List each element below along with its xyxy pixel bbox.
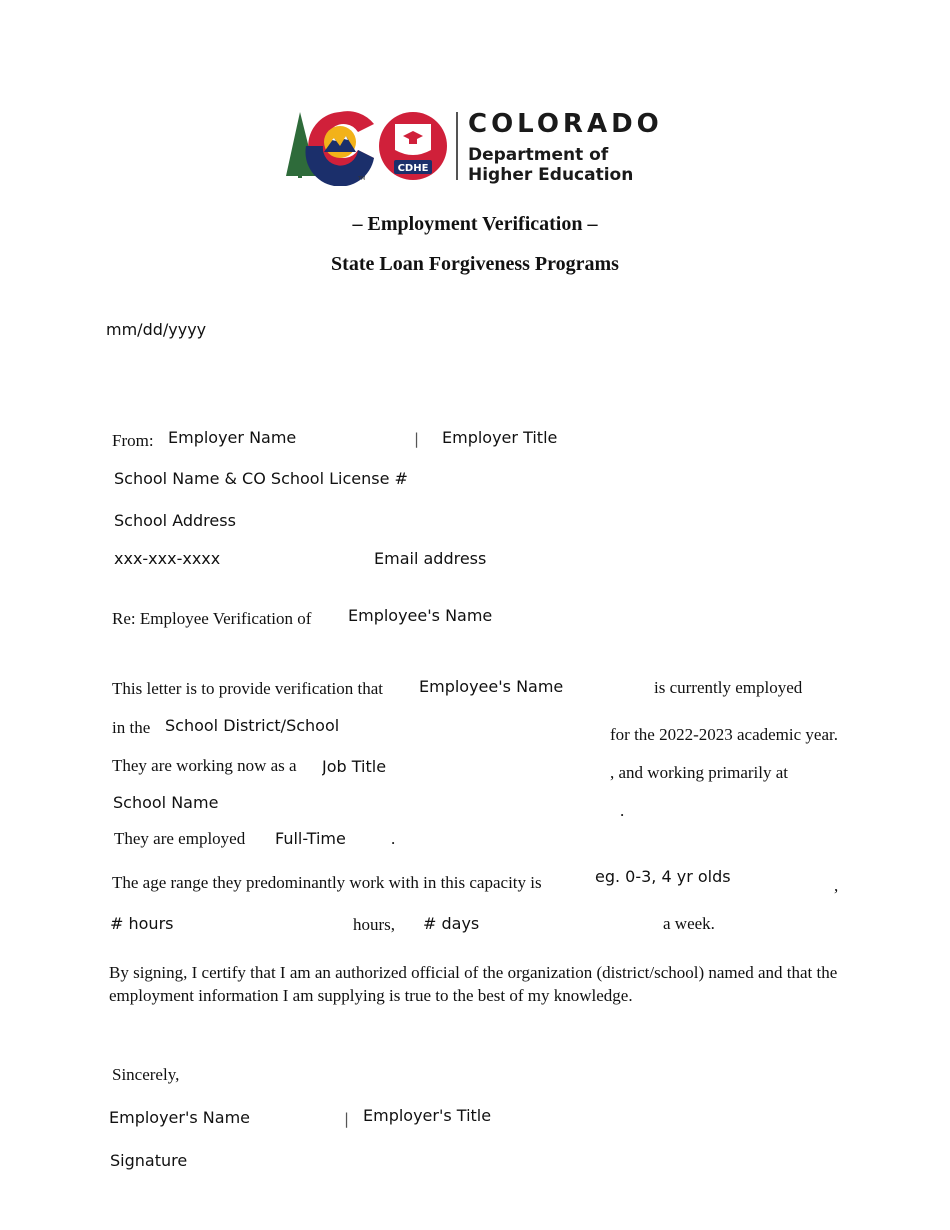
- body-line1-prefix: This letter is to provide verification that: [112, 679, 383, 698]
- district-field[interactable]: [165, 716, 585, 735]
- week-label: a week.: [663, 914, 715, 933]
- body-line5-prefix: They are employed: [114, 829, 246, 848]
- doc-subtitle: State Loan Forgiveness Programs: [331, 253, 619, 275]
- body-line2-suffix: for the 2022-2023 academic year.: [610, 725, 838, 744]
- from-employer-name-field[interactable]: [168, 428, 398, 447]
- closing-employer-title-field[interactable]: [363, 1106, 623, 1125]
- from-employer-title-field[interactable]: [442, 428, 662, 447]
- hours-label: hours,: [353, 915, 396, 934]
- dept-line-2: Higher Education: [468, 165, 634, 185]
- colorado-wordmark: COLORADO: [468, 109, 663, 139]
- age-range-field[interactable]: [595, 867, 825, 886]
- body-line1-suffix: is currently employed: [654, 678, 803, 697]
- svg-text:CDHE: CDHE: [397, 163, 429, 174]
- closing-employer-name-field[interactable]: [109, 1108, 329, 1127]
- sincerely: Sincerely,: [112, 1065, 180, 1084]
- re-employee-name-field[interactable]: [348, 606, 608, 625]
- svg-text:TM: TM: [358, 176, 366, 182]
- body-line3-prefix: They are working now as a: [112, 756, 297, 775]
- certification-statement: By signing, I certify that I am an authorized official of the organization (district/school) named and that the employment information I am supplying is true to the best of my knowledge.: [109, 963, 838, 1005]
- body-line2-prefix: in the: [112, 718, 151, 737]
- body-employee-name-field[interactable]: [419, 677, 639, 696]
- primary-school-field[interactable]: [113, 793, 593, 812]
- hours-field[interactable]: [110, 914, 330, 933]
- dept-line-1: Department of: [468, 145, 609, 165]
- closing-separator: |: [344, 1110, 350, 1128]
- days-field[interactable]: [423, 914, 643, 933]
- from-separator: |: [414, 430, 420, 448]
- email-field[interactable]: [374, 549, 634, 568]
- signature-field[interactable]: [110, 1151, 410, 1170]
- period-1: .: [620, 801, 625, 820]
- cdhe-logo: [282, 106, 672, 186]
- from-label: From:: [112, 431, 154, 450]
- date-field[interactable]: [106, 320, 306, 339]
- cdhe-badge-icon: [379, 112, 447, 180]
- doc-title: – Employment Verification –: [352, 213, 598, 235]
- age-range-comma: ,: [834, 876, 839, 895]
- school-name-license-field[interactable]: [114, 469, 474, 488]
- re-label: Re: Employee Verification of: [112, 609, 312, 628]
- body-line3-suffix: , and working primarily at: [610, 763, 788, 782]
- period-2: .: [391, 829, 396, 848]
- school-address-field[interactable]: [114, 511, 474, 530]
- employment-type-field[interactable]: [275, 829, 385, 848]
- phone-field[interactable]: [114, 549, 314, 568]
- job-title-field[interactable]: [322, 757, 592, 776]
- colorado-c-icon: [305, 111, 374, 186]
- age-range-prefix: The age range they predominantly work with in this capacity is: [112, 873, 542, 892]
